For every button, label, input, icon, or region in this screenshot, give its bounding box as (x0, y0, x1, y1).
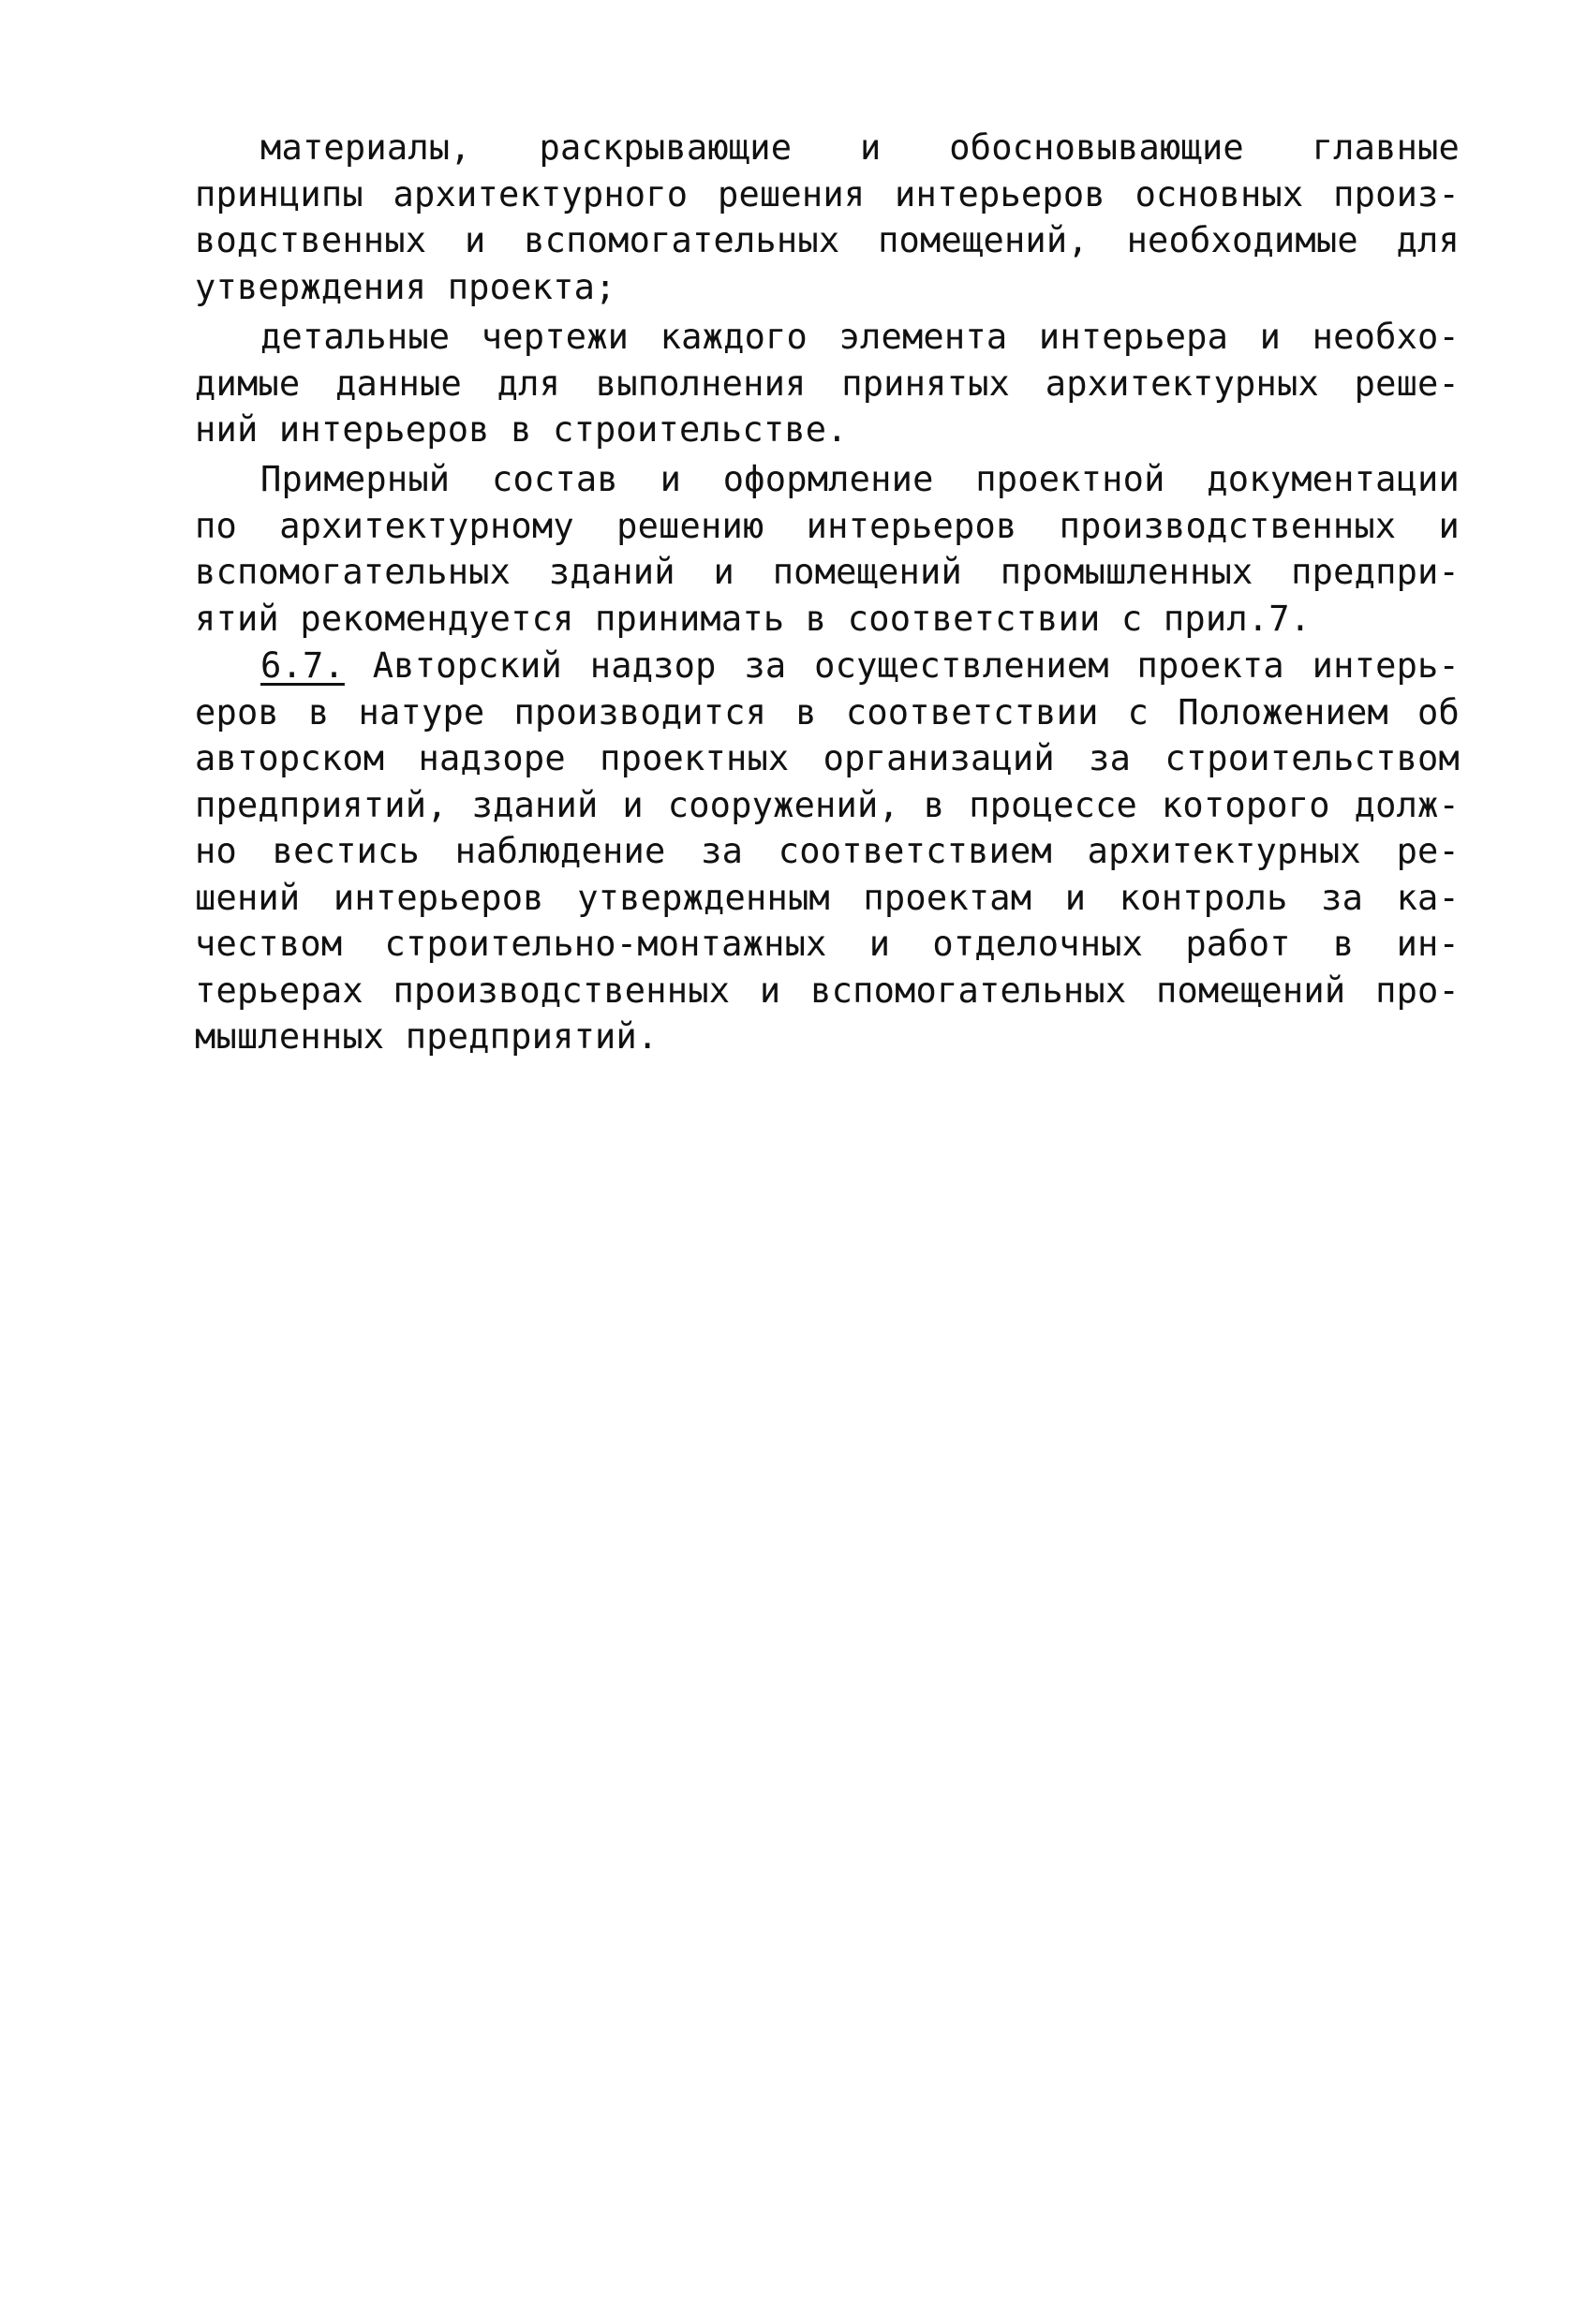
text-line: по архитектурному решению интерьеров производственных и (195, 505, 1460, 546)
text-line: шений интерьеров утвержденным проектам и контроль за ка- (195, 877, 1460, 918)
text-line: водственных и вспомогательных помещений, необходимые для (195, 220, 1460, 260)
text-line: материалы, раскрывающие и обосновывающие главные (260, 127, 1460, 168)
text-line: чеством строительно-монтажных и отделочных работ в ин- (195, 924, 1460, 964)
text-line: детальные чертежи каждого элемента интерьера и необхо- (260, 317, 1460, 357)
text-line: предприятий, зданий и сооружений, в процессе которого долж- (195, 784, 1460, 825)
section-number: 6.7. (260, 645, 345, 686)
text-line: но вестись наблюдение за соответствием архитектурных ре- (195, 831, 1460, 871)
text-line: ний интерьеров в строительстве. (195, 409, 848, 450)
text-line: Примерный состав и оформление проектной документации (260, 459, 1460, 499)
section-first-line-text: Авторский надзор за осуществлением проекта интерь- (372, 645, 1460, 686)
text-line: мышленных предприятий. (195, 1016, 659, 1057)
text-line: вспомогательных зданий и помещений промышленных предпри- (195, 552, 1460, 592)
text-line: димые данные для выполнения принятых архитектурных реше- (195, 363, 1460, 404)
text-line-first (195, 643, 1460, 689)
text-line: ятий рекомендуется принимать в соответствии с прил.7. (195, 598, 1312, 639)
text-line: еров в натуре производится в соответствии с Положением об (195, 691, 1460, 733)
paragraph-detail-drawings (195, 314, 1460, 453)
text-line: авторском надзоре проектных организаций за строительством (195, 738, 1460, 778)
text-line: терьерах производственных и вспомогательных помещений про- (195, 970, 1460, 1011)
text-line: принципы архитектурного решения интерьеров основных произ- (195, 173, 1460, 215)
text-line: утверждения проекта; (195, 266, 616, 307)
paragraph-documentation-composition (195, 456, 1460, 642)
paragraph-materials (195, 125, 1460, 310)
paragraph-section-6-7 (195, 643, 1460, 1060)
